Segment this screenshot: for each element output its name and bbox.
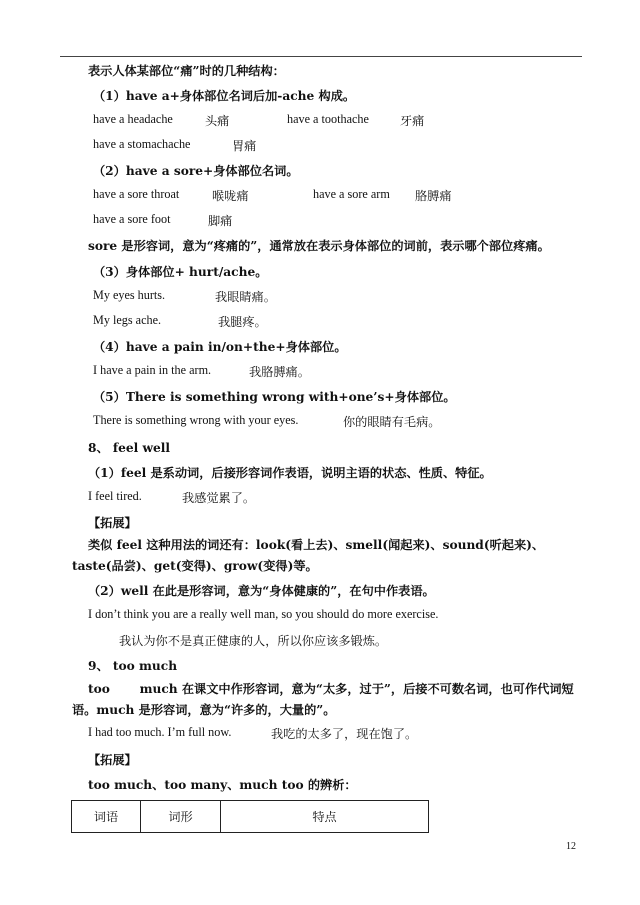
example-zh: 我认为你不是真正健康的人，所以你应该多锻炼。 — [119, 634, 388, 648]
example-zh: 我吃的太多了，现在饱了。 — [271, 727, 418, 741]
table-header-row — [72, 801, 429, 833]
example-en: There is something wrong with your eyes. — [93, 413, 299, 427]
example-en: I had too much. I’m full now. — [88, 725, 232, 739]
structure-4-heading: （4）have a pain in/on+the+身体部位。 — [93, 340, 347, 354]
structure-3-heading: （3）身体部位+ hurt/ache。 — [93, 265, 268, 279]
example-zh: 牙痛 — [400, 114, 425, 128]
well-note: （2）well 在此是形容词，意为“身体健康的”，在句中作表语。 — [88, 584, 435, 598]
example-en: I feel tired. — [88, 489, 142, 503]
example-en: have a sore foot — [93, 212, 171, 226]
example-zh: 我腿疼。 — [218, 315, 267, 329]
structure-1-heading: （1）have a+身体部位名词后加-ache 构成。 — [93, 89, 356, 103]
example-zh: 脚痛 — [208, 214, 233, 228]
too-much-paragraph: too much 在课文中作形容词，意为“太多，过于”，后接不可数名词，也可作代词短语。much 是形容词，意为“许多的，大量的”。 — [72, 682, 574, 717]
example-en: have a headache — [93, 112, 173, 126]
example-zh: 我胳膊痛。 — [249, 365, 310, 379]
example-zh: 我感觉累了。 — [182, 491, 256, 505]
example-en: have a stomachache — [93, 137, 191, 151]
structure-2-heading: （2）have a sore+身体部位名词。 — [93, 164, 299, 178]
example-en: My legs ache. — [93, 313, 162, 327]
example-zh: 胳膊痛 — [415, 189, 452, 203]
page-number: 12 — [566, 841, 576, 852]
example-en: I have a pain in the arm. — [93, 363, 212, 377]
table-header-cell: 词形 — [141, 801, 221, 833]
example-en: My eyes hurts. — [93, 288, 166, 302]
linking-verbs-paragraph: 类似 feel 这种用法的词还有：look(看上去)、smell(闻起来)、sound(听起来)、taste(品尝)、get(变得)、grow(变得)等。 — [72, 538, 545, 573]
example-en: have a toothache — [287, 112, 369, 126]
table-header-cell: 特点 — [221, 801, 429, 833]
example-en: have a sore throat — [93, 187, 180, 201]
example-zh: 你的眼睛有毛病。 — [343, 415, 441, 429]
example-en: have a sore arm — [313, 187, 390, 201]
example-zh: 喉咙痛 — [212, 189, 249, 203]
extension-label: 【拓展】 — [88, 753, 137, 767]
feel-note: （1）feel 是系动词，后接形容词作表语，说明主语的状态、性质、特征。 — [88, 466, 492, 480]
comparison-heading: too much、too many、much too 的辨析： — [88, 778, 357, 792]
intro-heading: 表示人体某部位“痛”时的几种结构： — [88, 64, 285, 78]
comparison-table — [71, 800, 429, 833]
example-en: I don’t think you are a really well man, so you should do more exercise. — [88, 607, 439, 621]
sore-note: sore 是形容词，意为“疼痛的”，通常放在表示身体部位的词前，表示哪个部位疼痛。 — [88, 239, 550, 253]
example-zh: 胃痛 — [232, 139, 257, 153]
table-header-cell: 词语 — [72, 801, 141, 833]
example-zh: 头痛 — [205, 114, 230, 128]
structure-5-heading: （5）There is something wrong with+one’s+身体部位。 — [93, 390, 456, 404]
section-8-title: 8、 feel well — [88, 441, 171, 455]
extension-label: 【拓展】 — [88, 516, 137, 530]
example-zh: 我眼睛痛。 — [215, 290, 276, 304]
section-9-title: 9、 too much — [88, 659, 178, 673]
header-rule — [60, 56, 582, 57]
